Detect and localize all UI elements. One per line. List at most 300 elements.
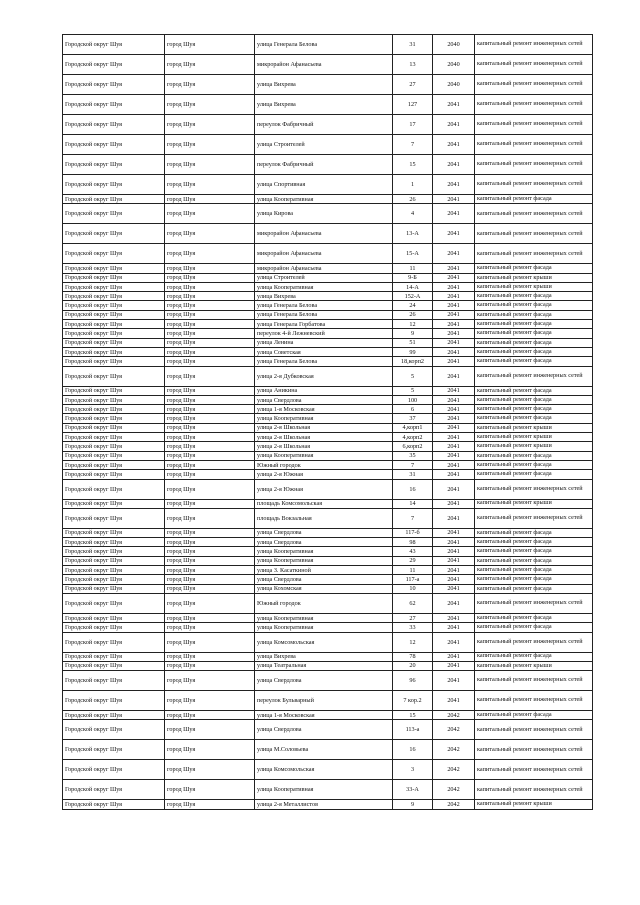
district-cell: Городской округ Шуя (63, 528, 165, 537)
city-cell: город Шуя (165, 613, 255, 622)
table-row (63, 470, 593, 479)
year-cell: 2040 (433, 55, 475, 75)
street-cell: улица 1-я Московская (255, 711, 393, 720)
district-cell: Городской округ Шуя (63, 499, 165, 508)
city-cell: город Шуя (165, 575, 255, 584)
street-cell: улица Кооперативная (255, 282, 393, 291)
city-cell: город Шуя (165, 395, 255, 404)
house-number-cell: 127 (393, 95, 433, 115)
house-number-cell: 12 (393, 632, 433, 652)
house-number-cell: 14 (393, 499, 433, 508)
street-cell: улица Вихрева (255, 95, 393, 115)
table-row (63, 273, 593, 282)
district-cell: Городской округ Шуя (63, 652, 165, 661)
table-row (63, 135, 593, 155)
year-cell: 2041 (433, 508, 475, 528)
district-cell: Городской округ Шуя (63, 547, 165, 556)
street-cell: улица Кооперативная (255, 195, 393, 204)
street-cell: улица Кооперативная (255, 780, 393, 800)
year-cell: 2041 (433, 115, 475, 135)
city-cell: город Шуя (165, 347, 255, 356)
house-number-cell: 15 (393, 155, 433, 175)
district-cell: Городской округ Шуя (63, 405, 165, 414)
street-cell: улица Комсомольская (255, 760, 393, 780)
district-cell: Городской округ Шуя (63, 575, 165, 584)
street-cell: улица Свердлова (255, 528, 393, 537)
table-row (63, 264, 593, 273)
year-cell: 2041 (433, 386, 475, 395)
district-cell: Городской округ Шуя (63, 760, 165, 780)
district-cell: Городской округ Шуя (63, 75, 165, 95)
table-row (63, 528, 593, 537)
table-row (63, 720, 593, 740)
table-body (63, 35, 593, 810)
table-row (63, 566, 593, 575)
district-cell: Городской округ Шуя (63, 556, 165, 565)
street-cell: Южный городок (255, 460, 393, 469)
street-cell: улица Кохомская (255, 584, 393, 593)
table-row (63, 760, 593, 780)
year-cell: 2041 (433, 470, 475, 479)
table-row (63, 661, 593, 670)
work-type-cell: капитальный ремонт инженерных сетей (475, 224, 593, 244)
district-cell: Городской округ Шуя (63, 95, 165, 115)
city-cell: город Шуя (165, 800, 255, 809)
work-type-cell: капитальный ремонт фасада (475, 264, 593, 273)
district-cell: Городской округ Шуя (63, 460, 165, 469)
street-cell: переулок Бульварный (255, 691, 393, 711)
repair-schedule-table (62, 34, 593, 810)
work-type-cell: капитальный ремонт инженерных сетей (475, 740, 593, 760)
year-cell: 2041 (433, 264, 475, 273)
work-type-cell: капитальный ремонт фасада (475, 711, 593, 720)
year-cell: 2041 (433, 575, 475, 584)
district-cell: Городской округ Шуя (63, 175, 165, 195)
year-cell: 2041 (433, 135, 475, 155)
table-row (63, 310, 593, 319)
house-number-cell: 9-Б (393, 273, 433, 282)
work-type-cell: капитальный ремонт фасада (475, 538, 593, 547)
year-cell: 2041 (433, 357, 475, 366)
table-row (63, 593, 593, 613)
house-number-cell: 5 (393, 386, 433, 395)
street-cell: улица 2-я Школьная (255, 423, 393, 432)
house-number-cell: 12 (393, 320, 433, 329)
house-number-cell: 7 кор.2 (393, 691, 433, 711)
work-type-cell: капитальный ремонт крыши (475, 499, 593, 508)
city-cell: город Шуя (165, 195, 255, 204)
work-type-cell: капитальный ремонт фасада (475, 395, 593, 404)
district-cell: Городской округ Шуя (63, 671, 165, 691)
year-cell: 2041 (433, 273, 475, 282)
work-type-cell: капитальный ремонт фасада (475, 575, 593, 584)
district-cell: Городской округ Шуя (63, 292, 165, 301)
year-cell: 2041 (433, 395, 475, 404)
city-cell: город Шуя (165, 75, 255, 95)
city-cell: город Шуя (165, 357, 255, 366)
house-number-cell: 16 (393, 740, 433, 760)
city-cell: город Шуя (165, 366, 255, 386)
house-number-cell: 98 (393, 538, 433, 547)
house-number-cell: 16 (393, 479, 433, 499)
house-number-cell: 13-А (393, 224, 433, 244)
year-cell: 2041 (433, 405, 475, 414)
year-cell: 2042 (433, 780, 475, 800)
district-cell: Городской округ Шуя (63, 347, 165, 356)
year-cell: 2041 (433, 310, 475, 319)
city-cell: город Шуя (165, 479, 255, 499)
district-cell: Городской округ Шуя (63, 613, 165, 622)
house-number-cell: 117-а (393, 575, 433, 584)
house-number-cell: 29 (393, 556, 433, 565)
city-cell: город Шуя (165, 508, 255, 528)
house-number-cell: 33-А (393, 780, 433, 800)
year-cell: 2041 (433, 691, 475, 711)
house-number-cell: 13 (393, 55, 433, 75)
street-cell: улица Комсомольская (255, 632, 393, 652)
district-cell: Городской округ Шуя (63, 740, 165, 760)
year-cell: 2041 (433, 347, 475, 356)
district-cell: Городской округ Шуя (63, 479, 165, 499)
table-row (63, 433, 593, 442)
work-type-cell: капитальный ремонт крыши (475, 433, 593, 442)
table-row (63, 613, 593, 622)
district-cell: Городской округ Шуя (63, 244, 165, 264)
house-number-cell: 113-а (393, 720, 433, 740)
city-cell: город Шуя (165, 329, 255, 338)
work-type-cell: капитальный ремонт фасада (475, 386, 593, 395)
street-cell: улица 2-я Металлистов (255, 800, 393, 809)
table-row (63, 366, 593, 386)
city-cell: город Шуя (165, 556, 255, 565)
street-cell: микрорайон Афанасьева (255, 55, 393, 75)
street-cell: улица Свердлова (255, 720, 393, 740)
district-cell: Городской округ Шуя (63, 115, 165, 135)
district-cell: Городской округ Шуя (63, 566, 165, 575)
work-type-cell: капитальный ремонт фасада (475, 566, 593, 575)
work-type-cell: капитальный ремонт фасада (475, 310, 593, 319)
house-number-cell: 51 (393, 338, 433, 347)
year-cell: 2041 (433, 451, 475, 460)
table-row (63, 671, 593, 691)
street-cell: улица Генерала Горбатова (255, 320, 393, 329)
table-row (63, 442, 593, 451)
year-cell: 2041 (433, 155, 475, 175)
street-cell: улица Генерала Белова (255, 310, 393, 319)
city-cell: город Шуя (165, 632, 255, 652)
work-type-cell: капитальный ремонт фасада (475, 623, 593, 632)
street-cell: улица Ленина (255, 338, 393, 347)
district-cell: Городской округ Шуя (63, 661, 165, 670)
street-cell: улица Спортивная (255, 175, 393, 195)
table-row (63, 204, 593, 224)
house-number-cell: 37 (393, 414, 433, 423)
year-cell: 2041 (433, 671, 475, 691)
work-type-cell: капитальный ремонт крыши (475, 423, 593, 432)
city-cell: город Шуя (165, 623, 255, 632)
district-cell: Городской округ Шуя (63, 395, 165, 404)
district-cell: Городской округ Шуя (63, 433, 165, 442)
city-cell: город Шуя (165, 423, 255, 432)
house-number-cell: 18,корп2 (393, 357, 433, 366)
work-type-cell: капитальный ремонт инженерных сетей (475, 366, 593, 386)
district-cell: Городской округ Шуя (63, 593, 165, 613)
house-number-cell: 11 (393, 264, 433, 273)
city-cell: город Шуя (165, 442, 255, 451)
district-cell: Городской округ Шуя (63, 584, 165, 593)
house-number-cell: 6,корп2 (393, 442, 433, 451)
house-number-cell: 17 (393, 115, 433, 135)
street-cell: улица Генерала Белова (255, 35, 393, 55)
work-type-cell: капитальный ремонт инженерных сетей (475, 479, 593, 499)
street-cell: площадь Вокзальная (255, 508, 393, 528)
house-number-cell: 15 (393, 711, 433, 720)
year-cell: 2041 (433, 338, 475, 347)
district-cell: Городской округ Шуя (63, 423, 165, 432)
house-number-cell: 5 (393, 366, 433, 386)
street-cell: улица Кооперативная (255, 623, 393, 632)
street-cell: улица 2-я Школьная (255, 433, 393, 442)
year-cell: 2041 (433, 632, 475, 652)
district-cell: Городской округ Шуя (63, 623, 165, 632)
city-cell: город Шуя (165, 460, 255, 469)
table-row (63, 395, 593, 404)
city-cell: город Шуя (165, 273, 255, 282)
house-number-cell: 11 (393, 566, 433, 575)
city-cell: город Шуя (165, 224, 255, 244)
work-type-cell: капитальный ремонт крыши (475, 442, 593, 451)
work-type-cell: капитальный ремонт фасада (475, 320, 593, 329)
street-cell: улица Свердлова (255, 671, 393, 691)
table-row (63, 623, 593, 632)
table-row (63, 423, 593, 432)
street-cell: улица Генерала Белова (255, 301, 393, 310)
work-type-cell: капитальный ремонт инженерных сетей (475, 780, 593, 800)
city-cell: город Шуя (165, 671, 255, 691)
city-cell: город Шуя (165, 720, 255, 740)
city-cell: город Шуя (165, 652, 255, 661)
district-cell: Городской округ Шуя (63, 720, 165, 740)
house-number-cell: 9 (393, 329, 433, 338)
city-cell: город Шуя (165, 301, 255, 310)
year-cell: 2041 (433, 320, 475, 329)
street-cell: улица Свердлова (255, 575, 393, 584)
house-number-cell: 24 (393, 301, 433, 310)
work-type-cell: капитальный ремонт инженерных сетей (475, 35, 593, 55)
street-cell: улица Кооперативная (255, 613, 393, 622)
city-cell: город Шуя (165, 55, 255, 75)
year-cell: 2042 (433, 800, 475, 809)
table-row (63, 632, 593, 652)
table-row (63, 320, 593, 329)
house-number-cell: 96 (393, 671, 433, 691)
district-cell: Городской округ Шуя (63, 357, 165, 366)
work-type-cell: капитальный ремонт инженерных сетей (475, 95, 593, 115)
district-cell: Городской округ Шуя (63, 711, 165, 720)
work-type-cell: капитальный ремонт фасада (475, 547, 593, 556)
house-number-cell: 31 (393, 35, 433, 55)
year-cell: 2041 (433, 433, 475, 442)
house-number-cell: 14-А (393, 282, 433, 291)
table-row (63, 175, 593, 195)
street-cell: улица 2-я Южная (255, 479, 393, 499)
street-cell: улица Вихрева (255, 292, 393, 301)
city-cell: город Шуя (165, 547, 255, 556)
district-cell: Городской округ Шуя (63, 780, 165, 800)
table-row (63, 405, 593, 414)
street-cell: улица Кооперативная (255, 556, 393, 565)
street-cell: переулок Фабричный (255, 115, 393, 135)
year-cell: 2041 (433, 528, 475, 537)
house-number-cell: 1 (393, 175, 433, 195)
year-cell: 2041 (433, 282, 475, 291)
table-row (63, 652, 593, 661)
year-cell: 2041 (433, 566, 475, 575)
work-type-cell: капитальный ремонт фасада (475, 357, 593, 366)
city-cell: город Шуя (165, 95, 255, 115)
city-cell: город Шуя (165, 292, 255, 301)
table-row (63, 800, 593, 809)
table-row (63, 451, 593, 460)
work-type-cell: капитальный ремонт фасада (475, 329, 593, 338)
table-row (63, 386, 593, 395)
city-cell: город Шуя (165, 451, 255, 460)
table-row (63, 740, 593, 760)
city-cell: город Шуя (165, 593, 255, 613)
work-type-cell: капитальный ремонт фасада (475, 528, 593, 537)
house-number-cell: 4,корп1 (393, 423, 433, 432)
city-cell: город Шуя (165, 338, 255, 347)
house-number-cell: 27 (393, 613, 433, 622)
work-type-cell: капитальный ремонт инженерных сетей (475, 593, 593, 613)
city-cell: город Шуя (165, 499, 255, 508)
year-cell: 2041 (433, 195, 475, 204)
city-cell: город Шуя (165, 740, 255, 760)
city-cell: город Шуя (165, 175, 255, 195)
table-row (63, 244, 593, 264)
street-cell: улица 1-я Московская (255, 405, 393, 414)
table-row (63, 508, 593, 528)
work-type-cell: капитальный ремонт крыши (475, 273, 593, 282)
city-cell: город Шуя (165, 135, 255, 155)
city-cell: город Шуя (165, 780, 255, 800)
city-cell: город Шуя (165, 760, 255, 780)
work-type-cell: капитальный ремонт фасада (475, 301, 593, 310)
city-cell: город Шуя (165, 470, 255, 479)
street-cell: улица Советская (255, 347, 393, 356)
district-cell: Городской округ Шуя (63, 204, 165, 224)
district-cell: Городской округ Шуя (63, 320, 165, 329)
city-cell: город Шуя (165, 204, 255, 224)
district-cell: Городской округ Шуя (63, 195, 165, 204)
district-cell: Городской округ Шуя (63, 273, 165, 282)
district-cell: Городской округ Шуя (63, 135, 165, 155)
table-row (63, 691, 593, 711)
work-type-cell: капитальный ремонт инженерных сетей (475, 244, 593, 264)
table-row (63, 115, 593, 135)
work-type-cell: капитальный ремонт инженерных сетей (475, 671, 593, 691)
city-cell: город Шуя (165, 115, 255, 135)
city-cell: город Шуя (165, 528, 255, 537)
table-row (63, 224, 593, 244)
table-row (63, 780, 593, 800)
year-cell: 2041 (433, 547, 475, 556)
district-cell: Городской округ Шуя (63, 224, 165, 244)
year-cell: 2041 (433, 442, 475, 451)
street-cell: улица Свердлова (255, 395, 393, 404)
district-cell: Городской округ Шуя (63, 800, 165, 809)
year-cell: 2041 (433, 329, 475, 338)
district-cell: Городской округ Шуя (63, 538, 165, 547)
work-type-cell: капитальный ремонт инженерных сетей (475, 75, 593, 95)
city-cell: город Шуя (165, 244, 255, 264)
street-cell: улица Строителей (255, 135, 393, 155)
city-cell: город Шуя (165, 661, 255, 670)
street-cell: улица Аникина (255, 386, 393, 395)
year-cell: 2041 (433, 366, 475, 386)
street-cell: микрорайон Афанасьева (255, 244, 393, 264)
house-number-cell: 26 (393, 310, 433, 319)
table-row (63, 575, 593, 584)
table-row (63, 75, 593, 95)
district-cell: Городской округ Шуя (63, 366, 165, 386)
table-row (63, 329, 593, 338)
street-cell: переулок Фабричный (255, 155, 393, 175)
work-type-cell: капитальный ремонт фасада (475, 414, 593, 423)
city-cell: город Шуя (165, 264, 255, 273)
house-number-cell: 26 (393, 195, 433, 204)
table-row (63, 301, 593, 310)
house-number-cell: 7 (393, 135, 433, 155)
year-cell: 2041 (433, 224, 475, 244)
city-cell: город Шуя (165, 584, 255, 593)
district-cell: Городской округ Шуя (63, 470, 165, 479)
house-number-cell: 99 (393, 347, 433, 356)
year-cell: 2041 (433, 95, 475, 115)
year-cell: 2042 (433, 720, 475, 740)
table-row (63, 711, 593, 720)
work-type-cell: капитальный ремонт фасада (475, 405, 593, 414)
year-cell: 2041 (433, 244, 475, 264)
street-cell: улица Кооперативная (255, 414, 393, 423)
street-cell: улица Свердлова (255, 538, 393, 547)
table-row (63, 338, 593, 347)
city-cell: город Шуя (165, 282, 255, 291)
table-row (63, 282, 593, 291)
district-cell: Городской округ Шуя (63, 282, 165, 291)
work-type-cell: капитальный ремонт инженерных сетей (475, 508, 593, 528)
district-cell: Городской округ Шуя (63, 329, 165, 338)
work-type-cell: капитальный ремонт крыши (475, 661, 593, 670)
district-cell: Городской округ Шуя (63, 451, 165, 460)
work-type-cell: капитальный ремонт инженерных сетей (475, 632, 593, 652)
table-row (63, 95, 593, 115)
work-type-cell: капитальный ремонт крыши (475, 800, 593, 809)
district-cell: Городской округ Шуя (63, 691, 165, 711)
table-row (63, 155, 593, 175)
district-cell: Городской округ Шуя (63, 301, 165, 310)
table-row (63, 347, 593, 356)
work-type-cell: капитальный ремонт фасада (475, 451, 593, 460)
table-row (63, 292, 593, 301)
street-cell: улица Генерала Белова (255, 357, 393, 366)
year-cell: 2041 (433, 661, 475, 670)
year-cell: 2041 (433, 479, 475, 499)
work-type-cell: капитальный ремонт фасада (475, 470, 593, 479)
work-type-cell: капитальный ремонт фасада (475, 292, 593, 301)
street-cell: переулок 4-й Лежневский (255, 329, 393, 338)
year-cell: 2041 (433, 175, 475, 195)
